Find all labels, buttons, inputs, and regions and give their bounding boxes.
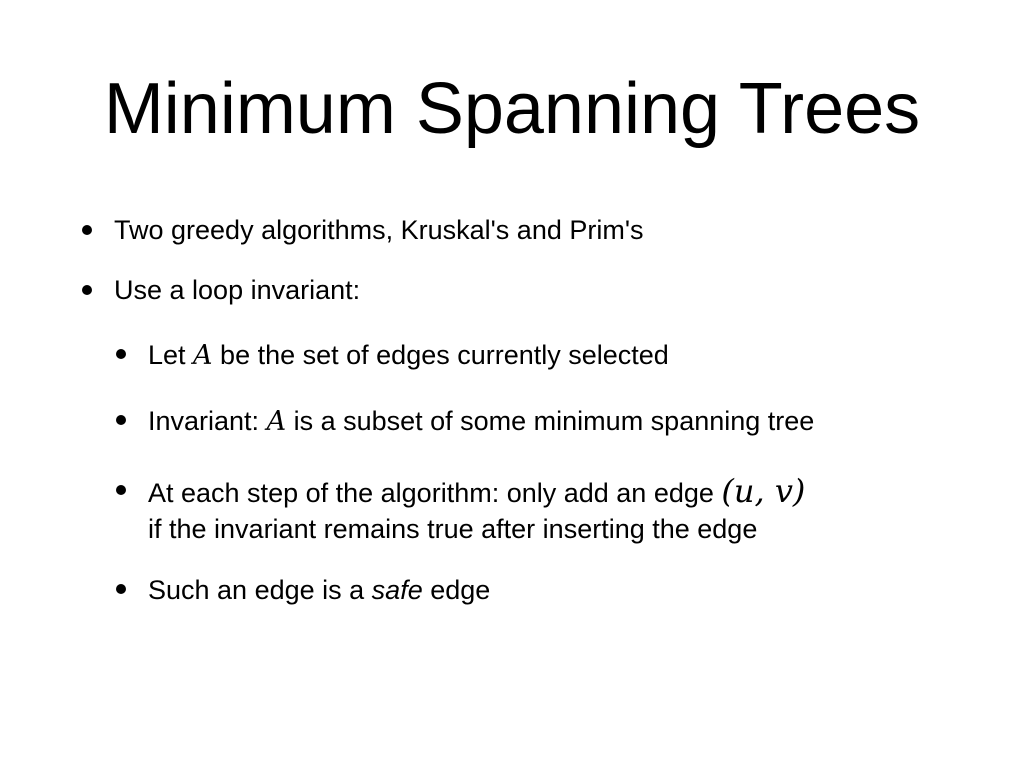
sub-bullet-set-of-edges: [116, 337, 669, 374]
emphasis-safe: safe: [371, 575, 423, 605]
sub-bullet-invariant: [116, 403, 814, 440]
bullet-dot-icon: [116, 485, 126, 495]
text-fragment: Let: [148, 340, 194, 370]
math-edge: (u, v): [721, 472, 806, 510]
sub-bullet-each-step: [116, 473, 805, 547]
bullet-loop-invariant: [82, 272, 360, 308]
text-fragment: Such an edge is a: [148, 575, 372, 605]
text-fragment: edge: [422, 575, 491, 605]
bullet-text: Use a loop invariant:: [114, 275, 361, 305]
math-variable: A: [266, 406, 287, 437]
bullet-dot-icon: [82, 225, 92, 235]
sub-bullet-safe-edge: [116, 572, 490, 608]
text-fragment: if the invariant remains true after inserting the edge: [148, 514, 758, 544]
bullet-dot-icon: [116, 349, 126, 359]
bullet-greedy-algorithms: [82, 212, 644, 248]
text-fragment: be the set of edges currently selected: [212, 340, 669, 370]
bullet-dot-icon: [116, 415, 126, 425]
text-fragment: At each step of the algorithm: only add an edge: [148, 478, 722, 508]
bullet-dot-icon: [116, 584, 126, 594]
text-fragment: Invariant:: [148, 406, 267, 436]
text-fragment: is a subset of some minimum spanning tree: [286, 406, 815, 436]
math-variable: A: [193, 340, 213, 371]
slide-title: Minimum Spanning Trees: [103, 69, 921, 149]
bullet-dot-icon: [82, 285, 92, 295]
bullet-text: Two greedy algorithms, Kruskal's and Prim's: [114, 215, 644, 245]
